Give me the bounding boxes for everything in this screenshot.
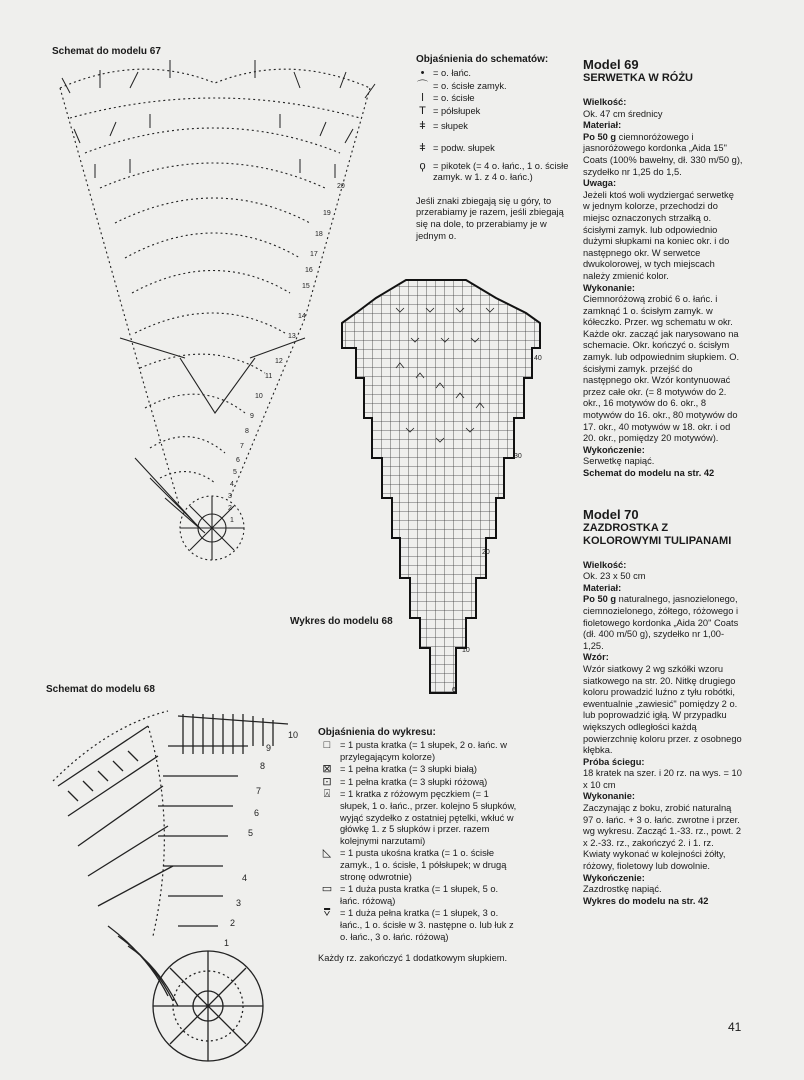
round-label: 9 [250, 413, 254, 420]
filled-white-square-icon: ⊠ [322, 763, 332, 776]
round-label: 10 [288, 730, 299, 740]
round-label: 2 [230, 918, 236, 928]
legend-item [318, 884, 518, 907]
half-double-icon: T [419, 104, 426, 117]
legend-item-text: = 1 pusta kratka (= 1 słupek, 2 o. łańc. w przylegającym kolorze) [340, 740, 507, 762]
legend-schematics-note: Jeśli znaki zbiegają się u góry, to przerabiamy je razem, jeśli zbiegają się na dole, to przerabiamy je w jednym o. [416, 195, 564, 241]
round-label: 3 [228, 493, 232, 500]
reference-text: Schemat do modelu na str. 42 [583, 468, 715, 478]
legend-item [416, 143, 578, 155]
round-label: 2 [228, 505, 232, 512]
legend-schematics [416, 54, 578, 242]
round-label: 16 [305, 267, 313, 274]
round-label: 11 [265, 373, 273, 380]
round-label: 4 [230, 481, 234, 488]
round-label: 7 [240, 443, 244, 450]
finish-text: Serwetkę napiąć. [583, 456, 655, 467]
note-heading: Uwaga: [583, 178, 617, 189]
row-label: 20 [482, 549, 490, 556]
finish-text: Zazdrostkę napiąć. [583, 884, 662, 895]
size-heading: Wielkość: [583, 559, 627, 570]
filet-chart-68 [336, 268, 546, 698]
diagonal-square-icon: ◺ [322, 847, 332, 860]
work-heading: Wykonanie: [583, 282, 636, 293]
round-label: 7 [256, 786, 262, 796]
size-text: Ok. 47 cm średnicy [583, 108, 663, 119]
legend-item [318, 764, 518, 776]
round-label: 17 [310, 251, 318, 258]
material-amount: Po 50 g [583, 594, 617, 605]
round-label: 5 [233, 469, 237, 476]
round-label: 12 [275, 358, 283, 365]
round-label: 10 [255, 393, 263, 400]
legend-item-text: = słupek [433, 121, 468, 132]
instructions-column [583, 58, 743, 907]
legend-item-text: = 1 pełna kratka (= 3 słupki białą) [340, 764, 477, 775]
treble-crochet-icon: ǂ [419, 141, 426, 154]
round-label: 14 [298, 313, 306, 320]
single-crochet-icon: ǀ [421, 92, 424, 105]
row-label: 30 [514, 453, 522, 460]
material-desc: ciemnoróżowego i jasnoróżowego kordonka „Aida 15" Coats (100% bawełny, dł. 330 m/50 g), szydełko nr 1,25 do 1,5. [583, 131, 743, 177]
round-label: 9 [266, 743, 272, 753]
material-heading: Materiał: [583, 120, 622, 131]
row-label: 6 [452, 687, 456, 694]
round-label: 6 [236, 457, 240, 464]
round-label: 8 [245, 428, 249, 435]
legend-item-text: = o. ścisłe [433, 93, 475, 104]
model-69 [583, 58, 743, 480]
round-label: 20 [337, 183, 345, 190]
caption-schemat-67: Schemat do modelu 67 [52, 46, 161, 57]
gauge-text: 18 kratek na szer. i 20 rz. na wys. = 10 x 10 cm [583, 768, 742, 790]
legend-item [416, 121, 578, 133]
legend-item [416, 68, 578, 80]
empty-square-icon: □ [323, 739, 331, 751]
legend-item-text: = 1 pełna kratka (= 3 słupki różową) [340, 776, 488, 787]
round-label: 1 [230, 517, 234, 524]
round-label: 18 [315, 231, 323, 238]
legend-item-text: = 1 duża pełna kratka (= 1 słupek, 3 o. łańc., 1 o. ścisłe w 3. następne o. lub łuk z o. łańc., 3 o. łańc. różową) [340, 908, 514, 942]
double-crochet-icon: ǂ [419, 120, 426, 133]
legend-chart-title: Objaśnienia do wykresu: [318, 727, 436, 738]
work-text: Ciemnoróżową zrobić 6 o. łańc. i zamknąć 1 o. ścisłym zamyk. w kółeczko. Przer. wg schematu w okr. Każde okr. zacząć jak narysowano na schemacie. Okr. kończyć o. ścisłym zamyk. lub odpowiednim słupkiem. O. ścisłymi zamyk. przejść do następnego okr. Wzór kontynuować przez całe okr. (= 8 motywów do 2. okr., 16 motywów do 6. okr., 8 motywów do 16. okr., 80 motywów do 17. okr., 40 motywów w 18. okr. i od 20. okr., pomiędzy 20 motywów). [583, 294, 740, 444]
model-70 [583, 508, 743, 908]
crochet-diagram-68 [48, 706, 310, 1076]
round-label: 1 [224, 938, 230, 948]
pattern-heading: Wzór: [583, 652, 609, 663]
legend-chart-note: Każdy rz. zakończyć 1 dodatkowym słupkiem. [318, 953, 508, 964]
size-text: Ok. 23 x 50 cm [583, 571, 646, 582]
round-label: 13 [288, 333, 296, 340]
work-text: Zaczynając z boku, zrobić naturalną 97 o. łańc. + 3 o. łańc. zwrotne i przer. wg wykresu. Zacząć 1.-33. rz., powt. 2 x 2.-33. rz., zakończyć 2. i 1. rz. Kwiaty wykonać w kolejności żółty, różowy, fioletowy lub dowolnie. [583, 803, 742, 872]
round-label: 3 [236, 898, 242, 908]
legend-item-text: = 1 duża pusta kratka (= 1 słupek, 5 o. łańc. różową) [340, 884, 499, 906]
legend-item-text: = pikotek (= 4 o. łańc., 1 o. ścisłe zamyk. w 1. z 4 o. łańc.) [433, 160, 569, 183]
row-label: 10 [462, 647, 470, 654]
legend-item-text: = 1 pusta ukośna kratka (= 1 o. ścisłe zamyk., 1 o. ścisłe, 1 półsłupek; w drugą stronę odwrotnie) [340, 848, 507, 882]
legend-item-text: = podw. słupek [433, 142, 495, 153]
model-70-title: ZAZDROSTKA Z KOLOROWYMI TULIPANAMI [583, 521, 732, 547]
round-label: 4 [242, 873, 248, 883]
row-label: 40 [534, 355, 542, 362]
finish-heading: Wykończenie: [583, 444, 645, 455]
gauge-heading: Próba ściegu: [583, 756, 645, 767]
page-number: 41 [728, 1020, 742, 1034]
legend-item-text: = 1 kratka z różowym pęczkiem (= 1 słupek, 1 o. łańc., przer. kolejno 5 słupków, wyjąć szydełko z ostatniej pętelki, wkłuć w główkę 1. z 5 słupków i przer. razem kolejnymi narzutami) [340, 789, 517, 846]
bobble-square-icon: ⍓ [323, 788, 331, 801]
pattern-text: Wzór siatkowy 2 wg szkółki wzoru siatkowego na str. 20. Nitkę drugiego koloru prowadzić luźno z tyłu robótki, ewentualnie „zawiesić" pomiędzy 2 o. lub poprowadzić igłą. W przypadku większych odległości każdą powierzchnię koloru przer. z osobnego kłębka. [583, 663, 742, 756]
legend-item [318, 789, 518, 847]
filled-pink-square-icon: ⊡ [322, 775, 332, 788]
slip-stitch-icon: ⌒ [417, 79, 428, 92]
material-text [583, 132, 743, 178]
legend-item [318, 908, 518, 943]
material-amount: Po 50 g [583, 131, 617, 142]
large-filled-square-icon: ⩢ [323, 907, 331, 920]
note-text: Jeżeli ktoś woli wydziergać serwetkę w jednym kolorze, przechodzi do miejsc oznaczonych strzałką o. ścisłymi zamyk. lub odpowiednio dużymi słupkami na koniec okr. i do następnego okr. W serwetce dwukolorowej, w tych miejscach należy zmienić kolor. [583, 189, 734, 281]
legend-schematics-list [416, 68, 578, 184]
reference-text: Wykres do modelu na str. 42 [583, 895, 709, 906]
legend-item [318, 777, 518, 789]
legend-item-text: = półsłupek [433, 105, 481, 116]
legend-item [318, 740, 518, 763]
size-heading: Wielkość: [583, 97, 627, 107]
caption-schemat-68: Schemat do modelu 68 [46, 684, 155, 695]
legend-item-text: = o. ścisłe zamyk. [433, 80, 507, 91]
legend-item [318, 848, 518, 883]
chain-stitch-icon: • [420, 67, 425, 79]
material-text [583, 594, 743, 652]
picot-icon: ϙ [419, 159, 426, 172]
material-heading: Materiał: [583, 582, 622, 593]
legend-schematics-title: Objaśnienia do schematów: [416, 54, 549, 65]
round-label: 19 [323, 210, 331, 217]
model-69-title: SERWETKA W RÓŻU [583, 72, 693, 84]
round-label: 15 [302, 283, 310, 290]
legend-item [416, 93, 578, 105]
round-label: 5 [248, 828, 254, 838]
material-desc: naturalnego, jasnozielonego, ciemnozielonego, żółtego, różowego i fioletowego kordonka „Aida 20" Coats (dł. 400 m/50 g), szydełko nr 1,00-1,25. [583, 594, 739, 651]
caption-wykres-68: Wykres do modelu 68 [290, 616, 393, 627]
round-label: 8 [260, 761, 266, 771]
large-empty-square-icon: ▭ [321, 883, 333, 896]
legend-item [416, 81, 578, 93]
finish-heading: Wykończenie: [583, 872, 645, 883]
legend-item [416, 106, 578, 118]
legend-item-text: = o. łańc. [433, 68, 471, 78]
round-label: 6 [254, 808, 260, 818]
model-70-number: Model 70 [583, 506, 639, 522]
legend-chart [318, 727, 518, 965]
work-heading: Wykonanie: [583, 791, 636, 802]
model-69-number: Model 69 [583, 57, 639, 72]
legend-item [416, 161, 578, 184]
